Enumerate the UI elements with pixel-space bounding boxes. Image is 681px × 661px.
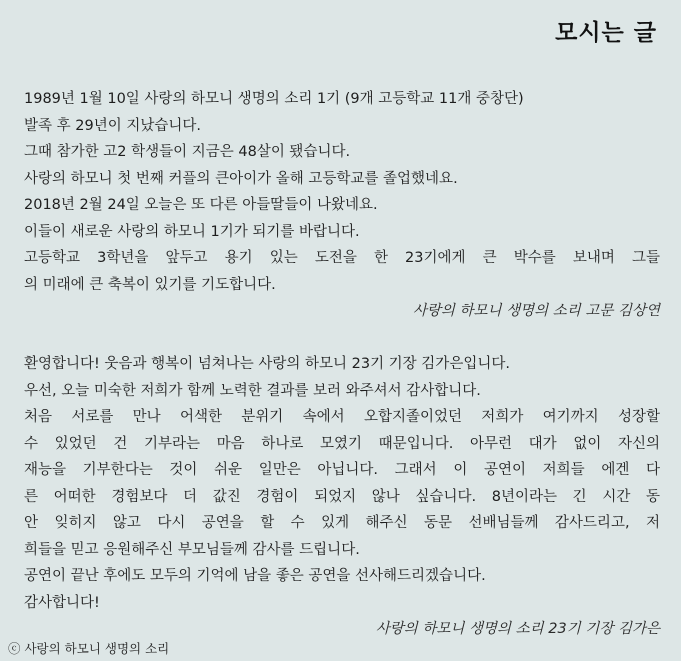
text-line: 처음 서로를 만나 어색한 분위기 속에서 오합지졸이었던 저희가 여기까지 성장할 [24,409,660,425]
greeting-section-advisor [24,86,660,325]
text-line: 재능을 기부한다는 것이 쉬운 일만은 아닙니다. 그래서 이 공연이 저희들 에겐 다 [24,462,660,478]
text-line: 안 잊히지 않고 다시 공연을 할 수 있게 해주신 동문 선배님들께 감사드리고, 저 [24,515,660,531]
greeting-section-leader [24,351,660,643]
text-line: 고등학교 3학년을 앞두고 용기 있는 도전을 한 23기에게 큰 박수를 보내며 그들 [24,250,660,266]
advisor-signature: 사랑의 하모니 생명의 소리 고문 김상연 [412,303,660,319]
text-line: 의 미래에 큰 축복이 있기를 기도합니다. [24,276,276,293]
text-line: 우선, 오늘 미숙한 저희가 함께 노력한 결과를 보러 와주셔서 감사합니다. [24,382,481,399]
text-line: 수 있었던 건 기부라는 마음 하나로 모였기 때문입니다. 아무런 대가 없이 자신의 [24,435,660,452]
text-line: 발족 후 29년이 지났습니다. [24,117,201,134]
text-line: 른 어떠한 경험보다 더 값진 경험이 되었지 않나 싶습니다. 8년이라는 긴 시간 동 [24,488,660,505]
leader-signature: 사랑의 하모니 생명의 소리 23기 기장 김가은 [375,621,660,637]
copyright-footer: ⓒ 사랑의 하모니 생명의 소리 [8,641,170,656]
page-title: 모시는 글 [555,20,657,46]
text-line: 사랑의 하모니 첫 번째 커플의 큰아이가 올해 고등학교를 졸업했네요. [24,170,458,187]
text-line: 그때 참가한 고2 학생들이 지금은 48살이 됐습니다. [24,144,351,160]
text-line: 공연이 끝난 후에도 모두의 기억에 남을 좋은 공연을 선사해드리겠습니다. [24,568,486,584]
text-line: 이들이 새로운 사랑의 하모니 1기가 되기를 바랍니다. [24,223,360,240]
text-line: 1989년 1월 10일 사랑의 하모니 생명의 소리 1기 (9개 고등학교 11개 중창단) [24,91,524,107]
text-line: 감사합니다! [24,594,100,611]
text-line: 2018년 2월 24일 오늘은 또 다른 아들딸들이 나왔네요. [24,197,378,213]
text-line: 희들을 믿고 응원해주신 부모님들께 감사를 드립니다. [24,541,360,558]
text-line: 환영합니다! 웃음과 행복이 넘쳐나는 사랑의 하모니 23기 기장 김가은입니다. [24,356,510,372]
